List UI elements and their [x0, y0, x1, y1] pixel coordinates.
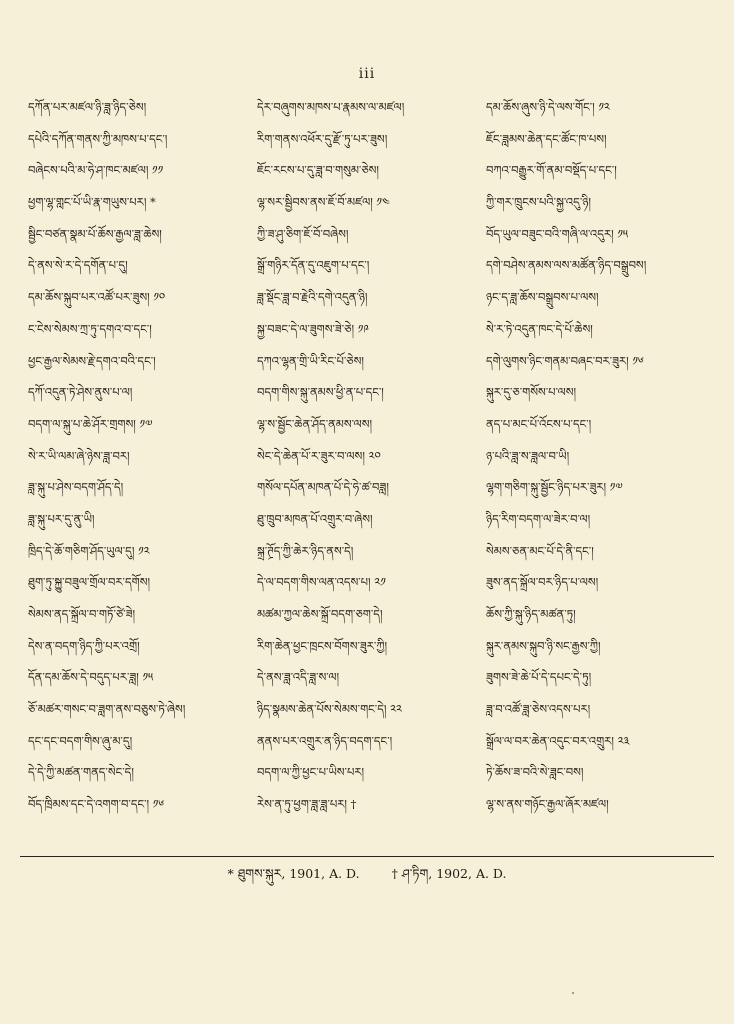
verse-line: ཉིད་སྣམས་ཆེན་པོས་སེམས་གང་དེ། ༢༢ [257, 702, 403, 717]
verse-line: ལྷ་ས་ནས་གཉོང་རྒྱལ་ཞོར་མཛལ། [486, 797, 609, 812]
verse-line: བོད་ཡུལ་བཟུང་བའི་གཞི་ལ་འདུར། ༡༥ [486, 226, 629, 241]
verse-line: སྐུར་ནམས་སྐུབ་ཉི་སང་རྒྱས་ཀྱི། [486, 638, 601, 653]
verse-line: ནནས་པར་འགྲུར་ན་ཉིད་བདག་དང་། [257, 733, 393, 748]
verse-line: ཅོ་མཚར་གསང་བ་ཟླག་ནས་བཅུས་ཏེ་ཞེས། [28, 702, 186, 717]
verse-line: ཟུས་ནད་སྐྲོལ་བར་ཉིད་པ་ལས། [486, 575, 599, 590]
verse-line: ཉ་པའི་ཟླ་ས་ཟླལ་བ་ཡི། [486, 448, 570, 463]
verse-line: དེ་ནས་ཟླ་འདི་ཟླ་ས་ལ། [257, 670, 340, 685]
verse-line: ཟླ་སྐུ་པར་དུ་ནུ་ཡི། [28, 511, 95, 526]
verse-line: སྒྲོ་གཉིར་དོན་དུ་འཇུག་པ་དང་། [257, 258, 370, 273]
footnote-1901: * ཐུགས་སྐུར, 1901, A. D. [227, 866, 360, 881]
verse-line: བཞེངས་པའི་མ་ཧེ་ཤ་ཁང་མཛལ། ༡༡ [28, 163, 164, 178]
verse-line: དགེ་ལུགས་ཉིང་གནམ་བཞང་བར་ཟུར། ༡༦ [486, 353, 644, 368]
text-columns [28, 92, 708, 852]
middle-column [257, 92, 479, 852]
verse-line: དེ་ནས་སེ་ར་དེ་དགོན་པ་དུ། [28, 258, 128, 273]
verse-line: སྐྲ་ཊྲོད་ཀྱི་ཆེར་ཉིད་ནས་དེ། [257, 543, 354, 558]
verse-line: ནད་པ་མང་པོ་འོངས་པ་དང་། [486, 416, 592, 431]
verse-line: བཀའ་བརྒྱུར་གོ་ནམ་བསྡོད་པ་དང་། [486, 163, 617, 178]
verse-line: དམ་ཆོས་ཞུས་ཉི་དེ་ལས་གོང་། ༡༢ [486, 100, 610, 114]
verse-line: སྐྱ་བཟང་དེ་ལ་ཟུགས་ཟེ་ཅེ། ༡༩ [257, 321, 370, 336]
verse-line: སེ་ར་ཏེ་འདུན་ཁང་དེ་པོ་ཆེས། [486, 321, 593, 336]
verse-line: ཟླ་བ་འཚོ་ཟླ་ཅེས་འདས་པར། [486, 702, 591, 717]
verse-line: ཀྱི་གར་ཁྲུངས་པའི་སྐྱ་འདུ་ཉི། [486, 195, 591, 210]
verse-line: ཉང་ད་ཟླ་ཆོས་བསྒྲུབས་པ་ལས། [486, 290, 599, 305]
verse-line: ཇོང་རངས་པ་དུ་ཟླ་བ་གསུམ་ཅེས། [257, 163, 379, 178]
verse-line: སེང་དེ་ཆེན་པོ་ར་ཟུར་བ་ལས། ༢༠ [257, 448, 381, 463]
verse-line: སྦྱིང་བཙན་སྣམ་པོ་ཆོས་རྒྱལ་ཟླ་ཆེས། [28, 226, 162, 241]
verse-line: ཐུག་ཏུ་སྐྱུ་བཟུལ་གྲོལ་བར་དགོས། [28, 575, 151, 590]
verse-line: ང་ངེས་སེམས་ཀྲ་ཏུ་དགའ་བ་དང་། [28, 321, 152, 336]
verse-line: དང་དང་བདག་གིས་ཞུ་མ་དུ། [28, 733, 133, 748]
verse-line: ཇོང་ཟླམས་ཆེན་དང་ཚོང་ཁ་པས། [486, 131, 607, 146]
verse-line: ཐུ་ཁྲུབ་མཁན་པོ་འགྲུར་བ་ཞེས། [257, 511, 373, 526]
paper-speck [572, 992, 574, 994]
verse-line: ལྷ་སར་སྦྱིབས་ནས་ཇོ་བོ་མཛལ། ༡༤ [257, 195, 390, 210]
verse-line: ཆོས་ཀྱི་སྐུ་ཉིད་མཚན་ཏུ། [486, 607, 576, 621]
verse-line: གསོལ་དཔོན་མཁན་པོ་དེ་ཧེ་ཚ་བཟླ། [257, 480, 389, 495]
verse-line: སེམས་ནད་སྐྲོལ་བ་གཏོ་ཙེ་ཟེ། [28, 607, 136, 621]
verse-line: བོད་ཁྲིམས་དང་དེ་འགག་བ་དང་། ༡༦ [28, 797, 165, 812]
footnote-1902: † ཤ་ཏིག, 1902, A. D. [391, 866, 507, 881]
verse-line: དཀོ་འདུན་ཏེ་ཤེས་ནུས་པ་ལ། [28, 385, 133, 400]
verse-line: བདག་གིས་སྐུ་ནམས་ཕྱི་ན་པ་དང་། [257, 385, 384, 400]
verse-line: དགེ་བཤེས་ནམས་ལས་མཚོན་ཉིད་བསྒྲུབས། [486, 258, 647, 273]
right-column [486, 92, 708, 852]
footnote [0, 860, 734, 895]
verse-line: ལྷ་ས་སྦྱོང་ཆེན་ཤོད་ནམས་ལས། [257, 416, 373, 431]
verse-line: ལྷག་གཅིག་སྐུ་སྦྱོང་ཉིད་པར་ཟུར། ༡༧ [486, 480, 623, 495]
verse-line: རིག་གནས་འཕོར་དུ་རྫོ་ཏུ་པར་ཟུས། [257, 131, 388, 146]
verse-line: དཔེའི་དཀོན་གནས་ཀྱི་མཁས་པ་དང་། [28, 131, 168, 146]
verse-line: རེས་ན་ཏུ་ཕྱག་ཟླ་ཟླ་པར། † [257, 797, 357, 812]
verse-line: སེམས་ཅན་མང་པོ་དེ་ནི་དང་། [486, 543, 594, 558]
verse-line: དེ་དེ་ཀྱི་མཚན་གནད་སེང་དེ། [28, 765, 134, 780]
verse-line: སྒྲོལ་ལ་བར་ཆེན་འདུང་བར་འགྲུར། ༢༣ [486, 733, 630, 748]
verse-line: དེས་ན་བདག་ཉིད་ཀྱི་པར་འགྲོ། [28, 638, 140, 653]
left-column [28, 92, 250, 852]
verse-line: ཁྲིད་དེ་ཆོ་གཅིག་ཤོད་ཡུལ་དུ། ༡༢ [28, 543, 150, 558]
verse-line: དཀའ་ལྷན་གྲི་ཡི་རིང་པོ་ཅེས། [257, 353, 364, 368]
verse-line: དམ་ཆོས་སྐུབ་པར་འཚོ་པར་ཟུས། ༡༠ [28, 290, 166, 305]
verse-line: རིག་ཆེན་ཕྱང་ཁྲངས་བོགས་ཟུར་ཀྱི། [257, 638, 387, 653]
verse-line: སེ་ར་ཡི་ལམ་ཞེ་ཉེས་ཟླ་བར། [28, 448, 130, 463]
page-number: iii [358, 66, 376, 82]
verse-line: ཟླ་སྡོང་ཟླ་བ་རྗེའི་དགེ་འདུན་ཉི། [257, 290, 368, 305]
verse-line: མཚམ་ཀྱལ་ཆེས་སྐྲོ་བདག་ཅག་དེ། [257, 607, 383, 621]
verse-line: ཟུགས་ཟེ་ཆེ་པོ་དེ་དཔང་དེ་ཏུ། [486, 670, 592, 685]
verse-line: བདག་ལ་ཀྱི་ཕྱང་པ་ཡིས་པར། [257, 765, 365, 780]
verse-line: ཕྱང་རྒྱལ་སེམས་རྗེ་དགའ་བའི་དང་། [28, 353, 156, 368]
verse-line: དེར་བཞུགས་མཁས་པ་རྣམས་ལ་མཛལ། [257, 100, 405, 114]
verse-line: དཀོན་པར་མཛལ་ཉི་ཟླ་ཉིད་ཅེས། [28, 100, 147, 114]
footnote-divider [20, 856, 714, 857]
verse-line: བདག་ལ་སྐུ་པ་ཆེ་ཤོར་གྲགས། ༡༧ [28, 416, 153, 431]
verse-line: ཏེ་ཆོས་ཟ་བའི་སེ་ཟླང་བས། [486, 765, 584, 780]
verse-line: ཕྱག་ལྷ་གླང་པོ་ཡི་རྣ་གཡུས་པར། * [28, 195, 156, 210]
verse-line: དེ་ལ་བདག་གིས་ལན་འདས་པ། ༢༡ [257, 575, 386, 590]
verse-line: ཉིད་རིག་བདག་ལ་ཟེར་བ་ལ། [486, 511, 591, 526]
verse-line: ཀྱི་ཟ་ཤུ་ཅིག་ཇོ་བོ་བཞེས། [257, 226, 349, 241]
verse-line: ཟླ་སྐུ་པ་ཤེས་བདག་ཤོད་དེ། [28, 480, 124, 495]
verse-line: སྐུར་དུ་ཅ་གསོས་པ་ལས། [486, 385, 577, 400]
verse-line: དོན་དམ་ཆོས་དེ་བདུད་པར་ཟླ། ༡༥ [28, 670, 154, 685]
